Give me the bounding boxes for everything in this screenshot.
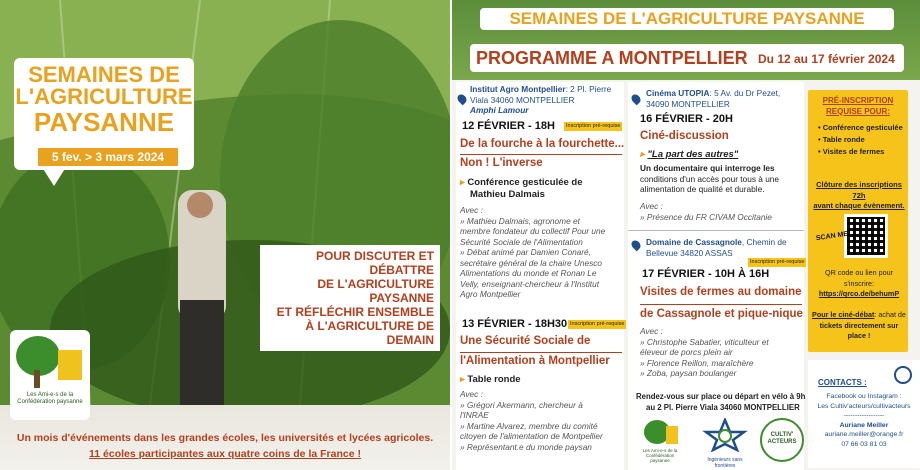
contact-phone[interactable]: 07 66 03 81 03 — [841, 440, 887, 448]
programme-title: PROGRAMME A MONTPELLIER — [476, 48, 748, 68]
event-2-date: 13 FÉVRIER - 18H30 — [462, 318, 568, 330]
avec-label: Avec : — [460, 389, 483, 399]
pre-registration-title — [812, 96, 904, 117]
registration-badge: Inscription pré-requise — [570, 321, 625, 327]
registration-link[interactable]: https://qrco.de/behumP — [818, 289, 900, 298]
speaker-line: Sécurité Sociale de l'Alimentation — [460, 236, 583, 247]
discuss-line: ET RÉFLÉCHIR ENSEMBLE — [276, 305, 434, 319]
speaker-line: Christophe Sabatier, viticulteur et — [646, 336, 769, 347]
registration-list — [818, 122, 906, 158]
rendezvous — [636, 392, 806, 413]
title-line-2: L'AGRICULTURE — [15, 84, 193, 109]
left-panel — [0, 0, 450, 470]
contact-line: ------------------ — [843, 412, 885, 419]
speaker-line: Grégori Akermann, chercheur à — [466, 399, 583, 410]
avec-label: Avec : — [460, 205, 483, 215]
venue-addr: Bellevue 34820 ASSAS — [646, 247, 733, 258]
pre-line: PRÉ-INSCRIPTION — [822, 96, 894, 105]
venue-room: Amphi Lamour — [470, 105, 529, 115]
logo-caption: Les Ami-e-s de la Confédération paysanne — [17, 392, 83, 405]
venue-name: Cinéma UTOPIA — [646, 88, 710, 98]
logo-caption: Ingénieurs sans frontières — [707, 457, 743, 469]
event-3-date: 16 FÉVRIER - 20H — [640, 113, 733, 125]
qr-text: QR code ou lien pour s'inscrire: — [825, 268, 893, 288]
speaker-line: Agro Montpellier — [460, 289, 521, 299]
discuss-block — [260, 245, 440, 351]
isf-logo — [700, 418, 750, 468]
closing-note — [812, 180, 906, 212]
speaker-line: Zoba, paysan boulanger — [646, 368, 737, 378]
rdv-line: au 2 Pl. Pierre Viala 34060 MONTPELLIER — [646, 402, 800, 412]
discuss-line: DE L'AGRICULTURE PAYSANNE — [317, 277, 434, 305]
speaker-line: éleveur de porcs plein air — [640, 347, 733, 357]
logo-caption: Les Ami-e-s de la Confédération paysanne — [642, 448, 678, 463]
speaker-line: secrétaire général de la chaire Unesco — [460, 257, 603, 268]
event-2-title-2: l'Alimentation à Montpellier — [460, 355, 610, 367]
desc-line: alimentation de qualité et durable. — [640, 184, 765, 194]
contact-email[interactable]: auriane.meiller@orange.fr — [824, 431, 904, 438]
venue-name: Institut Agro Montpellier — [470, 84, 566, 94]
sun-square-icon — [666, 426, 678, 444]
qr-note — [812, 268, 906, 300]
speaker-line: Alimentations du monde et Ronan Le — [460, 268, 597, 278]
event-2-speakers: Avec : » Grégori Akermann, chercheur à l'INRAE » Martine Alvarez, membre du comité citoyen de l'alimentation de Montpellier » Représentant.e du monde paysan — [460, 389, 603, 452]
venue-name: Domaine de Cassagnole — [646, 237, 742, 247]
venue-2 — [646, 88, 802, 109]
speaker-line: Représentant.e du monde paysan — [466, 441, 592, 452]
discuss-line: POUR DISCUTER ET DÉBATTRE — [315, 249, 434, 277]
contact-line: Les Cultiv'acteurs/cultivacteurs — [817, 402, 911, 410]
right-panel — [452, 0, 920, 470]
closing-line: avant chaque évènement. — [813, 201, 905, 210]
event-4-speakers: Avec : » Christophe Sabatier, viticulteur et éleveur de porcs plein air » Florence Reillon, maraîchère » Zoba, paysan boulanger — [640, 326, 769, 378]
film-title: "La part des autres" — [647, 149, 739, 160]
discuss-line: À L'AGRICULTURE DE DEMAIN — [305, 319, 434, 347]
event-4-title-1: Visites de fermes au domaine — [640, 286, 802, 298]
venue-3 — [646, 237, 802, 258]
qr-code[interactable] — [844, 214, 888, 258]
avec-label: Avec : — [640, 201, 663, 211]
cultiv-logo — [760, 418, 804, 462]
pre-line: REQUISE POUR: — [825, 106, 890, 116]
event-4-date: 17 FÉVRIER - 10H À 16H — [642, 268, 770, 280]
rdv-line: Rendez-vous sur place ou départ en vélo à 9h — [636, 392, 806, 401]
event-3-speakers: Avec : » Présence du FR CIVAM Occitanie — [640, 201, 772, 222]
speaker-line: Velly, enseignant-chercheur à l'Institut — [460, 278, 600, 289]
event-1-title-2: Non ! L'inverse — [460, 157, 543, 169]
event-1-speakers: Avec : » Mathieu Dalmais, agronome et membre fondateur du collectif Pour une Sécurité Sociale de l'Alimentation » Débat animé par Damien Conaré, secrétaire général de la chaire Unesco Alimentations du monde et Ronan Le Velly, enseignant-chercheur à l'Institut Agro Montpellier — [460, 205, 606, 299]
venue-addr: 34090 MONTPELLIER — [646, 98, 730, 109]
event-2-type: ▸ Table ronde — [460, 374, 521, 385]
tree-trunk-icon — [34, 370, 40, 388]
star-icon — [700, 418, 750, 452]
contact-details — [810, 392, 918, 449]
list-item: • Visites de fermes — [818, 147, 885, 156]
date-range: 5 fev. > 3 mars 2024 — [38, 148, 178, 166]
right-title: SEMAINES DE L'AGRICULTURE PAYSANNE — [509, 9, 865, 28]
speaker-line: Florence Reillon, maraîchère — [646, 357, 754, 368]
programme-dates: Du 12 au 17 février 2024 — [758, 52, 895, 66]
desc-line: conditions d'un accès pour tous à une — [640, 173, 780, 184]
cine-note — [812, 310, 906, 342]
divider — [628, 230, 804, 231]
contact-name: Auriane Meiller — [839, 421, 889, 429]
desc-line: Un documentaire qui interroge les — [640, 163, 775, 173]
venue-addr: , Chemin de — [741, 237, 787, 247]
event-1-date: 12 FÉVRIER - 18H — [462, 120, 555, 132]
list-item-label: Conférence gesticulée — [822, 123, 903, 132]
venue-addr: : 5 Av. du Dr Pezet, — [709, 88, 781, 98]
contact-title: CONTACTS : — [818, 378, 867, 387]
avec-label: Avec : — [640, 326, 663, 336]
title-line-3: PAYSANNE — [33, 107, 175, 137]
left-title — [14, 64, 194, 136]
phone-icon — [894, 366, 912, 384]
closing-line: Clôture des inscriptions 72h — [816, 180, 902, 200]
logo-caption: CULTIV' ACTEURS — [767, 432, 797, 445]
contact-line: Facebook ou Instagram : — [826, 393, 902, 400]
event-3-desc — [640, 163, 802, 195]
speaker-line: citoyen de l'alimentation de Montpellier — [460, 431, 603, 441]
speaker-line: membre fondateur du collectif Pour une — [460, 226, 606, 236]
event-1-title-1: De la fourche à la fourchette... — [460, 138, 625, 150]
bubble-tail — [40, 164, 68, 186]
bottom-text-1: Un mois d'événements dans les grandes écoles, les universités et lycées agricoles. — [16, 432, 434, 444]
cine-text: Pour le ciné-débat — [812, 310, 875, 319]
registration-badge: Inscription pré-requise — [566, 123, 621, 129]
list-item: • Table ronde — [818, 135, 865, 144]
venue-addr: Viala 34060 MONTPELLIER — [470, 94, 575, 105]
bottom-text-2: 11 écoles participantes aux quatre coins de la France ! — [89, 448, 361, 460]
list-item-label: Table ronde — [822, 135, 865, 144]
list-item: • Conférence gesticulée — [818, 123, 903, 132]
list-item-label: Visites de fermes — [822, 147, 885, 156]
amis-logo — [640, 418, 680, 468]
registration-badge: Inscription pré-requise — [750, 259, 805, 265]
event-4-title-2: de Cassagnole et pique-nique — [640, 308, 803, 320]
type-label: Table ronde — [467, 374, 521, 385]
speaker-line: Présence du FR CIVAM Occitanie — [646, 211, 772, 222]
sun-square-icon — [58, 350, 82, 380]
speaker-line: Martine Alvarez, membre du comité — [466, 420, 598, 431]
type-label: Conférence gesticulée de — [467, 177, 583, 188]
cine-text: : achat de — [874, 310, 906, 319]
scan-me-label: SCAN ME — [815, 230, 849, 243]
venue-addr: : 2 Pl. Pierre — [565, 84, 612, 94]
event-1-type: ▸ Conférence gesticulée de Mathieu Dalmais — [460, 177, 583, 200]
type-label: Mathieu Dalmais — [470, 189, 545, 200]
venue-1 — [470, 84, 622, 116]
speaker-line: Débat animé par Damien Conaré, — [466, 247, 591, 257]
cine-text: tickets directement sur place ! — [819, 320, 899, 340]
title-line-1: SEMAINES DE — [28, 62, 180, 87]
speaker-line: Mathieu Dalmais, agronome et — [466, 215, 580, 226]
event-3-title: Ciné-discussion — [640, 130, 729, 142]
event-2-title-1: Une Sécurité Sociale de — [460, 335, 591, 347]
event-3-film: ▸ "La part des autres" — [640, 149, 739, 160]
speaker-line: l'INRAE — [460, 410, 489, 420]
